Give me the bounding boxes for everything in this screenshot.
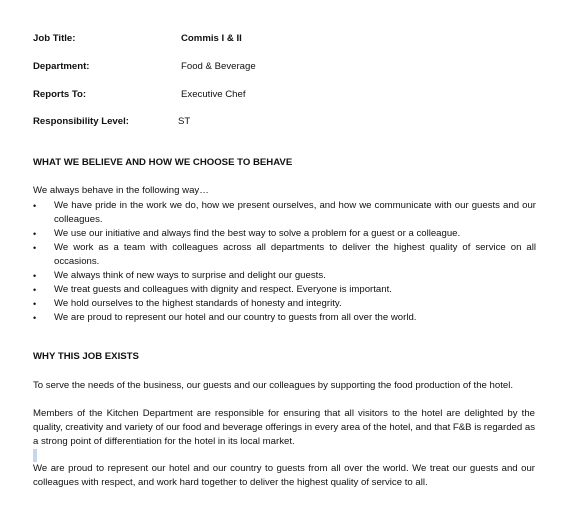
list-item-text: We always think of new ways to surprise and delight our guests. xyxy=(54,270,326,281)
bullet-icon: • xyxy=(33,299,37,309)
list-item xyxy=(33,199,536,227)
bullet-icon: • xyxy=(33,285,37,295)
list-item xyxy=(33,283,536,297)
list-item-text: We are proud to represent our hotel and our country to guests from all over the world. xyxy=(54,312,417,323)
reports-to-value: Executive Chef xyxy=(181,89,246,100)
list-item-text: We treat guests and colleagues with dignity and respect. Everyone is important. xyxy=(54,284,392,295)
list-item xyxy=(33,227,536,241)
kitchen-paragraph: Members of the Kitchen Department are responsible for ensuring that all visitors to the hotel are delighted by the quality, creativity and variety of our food and beverage offerings in every area of the hotel, and that F&B is regarded as a strong point of differentiation for the hotel in its local market. xyxy=(33,408,536,447)
responsibility-level-label: Responsibility Level: xyxy=(33,116,129,127)
bullet-icon: • xyxy=(33,271,37,281)
list-item-text: We work as a team with colleagues across all departments to deliver the highest quality of service on all occasions. xyxy=(54,242,536,267)
list-item-text: We have pride in the work we do, how we present ourselves, and how we communicate with our guests and our colleagues. xyxy=(54,200,536,225)
list-item xyxy=(33,241,536,269)
bullet-icon: • xyxy=(33,313,37,323)
believe-intro: We always behave in the following way… xyxy=(33,185,209,196)
list-item-text: We use our initiative and always find the best way to solve a problem for a guest or a colleague. xyxy=(54,228,461,239)
closing-paragraph: We are proud to represent our hotel and our country to guests from all over the world. We treat our guests and our colleagues with respect, and work hard together to deliver the highest quality of service to all. xyxy=(33,463,535,488)
job-title-label: Job Title: xyxy=(33,33,76,44)
purpose-paragraph: To serve the needs of the business, our guests and our colleagues by supporting the food production of the hotel. xyxy=(33,380,514,391)
responsibility-level-value: ST xyxy=(178,116,191,127)
bullet-icon: • xyxy=(33,201,37,211)
believe-heading: WHAT WE BELIEVE AND HOW WE CHOOSE TO BEHAVE xyxy=(33,157,293,168)
bullet-icon: • xyxy=(33,229,37,239)
job-exists-heading: WHY THIS JOB EXISTS xyxy=(33,351,139,362)
department-value: Food & Beverage xyxy=(181,61,256,72)
list-item xyxy=(33,297,536,311)
reports-to-label: Reports To: xyxy=(33,89,87,100)
values-list xyxy=(33,199,536,325)
list-item xyxy=(33,269,536,283)
text-selection-marker xyxy=(33,449,37,462)
job-title-value: Commis I & II xyxy=(181,33,242,44)
bullet-icon: • xyxy=(33,243,37,253)
list-item xyxy=(33,311,536,325)
list-item-text: We hold ourselves to the highest standards of honesty and integrity. xyxy=(54,298,342,309)
department-label: Department: xyxy=(33,61,90,72)
